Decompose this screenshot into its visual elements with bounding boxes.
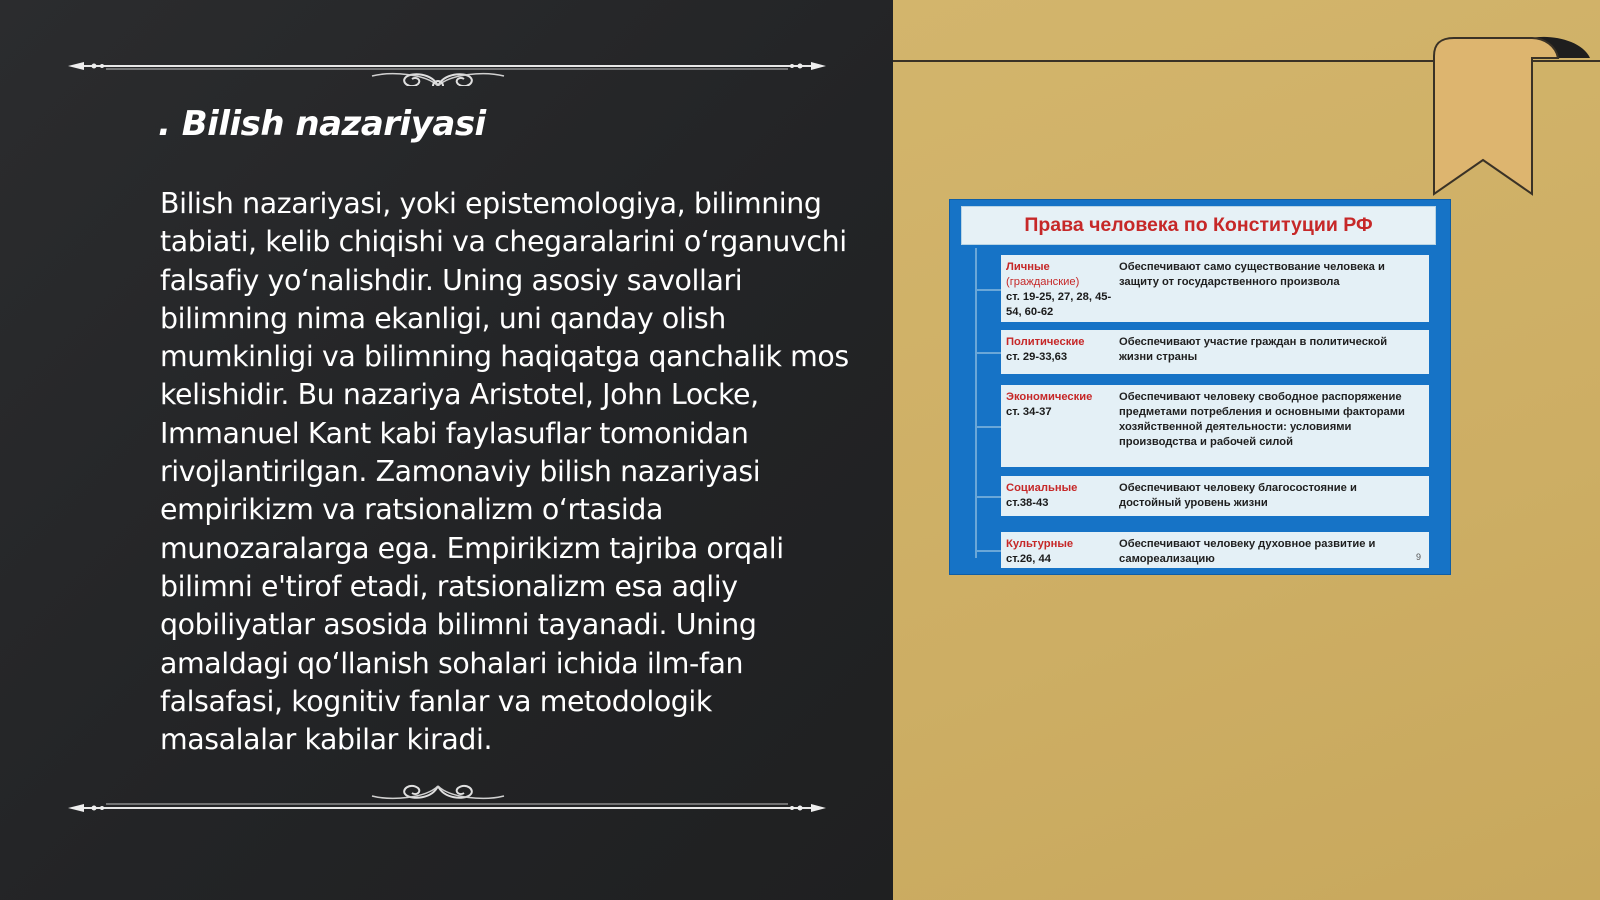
category-name: Социальные bbox=[1006, 482, 1078, 494]
figure-row-description: Обеспечивают человеку благосостояние и достойный уровень жизни bbox=[1119, 482, 1357, 509]
figure-connector-branch bbox=[975, 289, 1001, 291]
figure-row-description: Обеспечивают человеку свободное распоряжение предметами потребления и основными факторами хозяйственной деятельности: условиями производства и рабочей силой bbox=[1119, 391, 1405, 448]
category-articles: ст. 29-33,63 bbox=[1006, 351, 1068, 363]
figure-row-description: Обеспечивают участие граждан в политической жизни страны bbox=[1119, 336, 1388, 363]
category-name: Экономические bbox=[1006, 391, 1093, 403]
figure-row bbox=[1001, 476, 1429, 516]
figure-row bbox=[1001, 255, 1429, 322]
figure-connector-branch bbox=[975, 352, 1001, 354]
figure-page-mark: 9 bbox=[1415, 552, 1421, 562]
category-name: Культурные bbox=[1006, 538, 1074, 550]
figure-connector-branch bbox=[975, 550, 1001, 552]
category-name: Личные bbox=[1006, 261, 1050, 273]
slide-title: . Bilish nazariyasi bbox=[158, 104, 486, 144]
category-articles: ст.38-43 bbox=[1006, 497, 1049, 509]
figure-row bbox=[1001, 330, 1429, 374]
figure-connector-branch bbox=[975, 496, 1001, 498]
figure-connector-trunk bbox=[975, 248, 977, 558]
category-articles: ст.26, 44 bbox=[1006, 553, 1051, 565]
figure-row-category bbox=[1006, 335, 1114, 365]
figure-row-description: Обеспечивают само существование человека и защиту от государственного произвола bbox=[1119, 261, 1385, 288]
category-articles: ст. 19-25, 27, 28, 45-54, 60-62 bbox=[1006, 291, 1112, 318]
figure-row bbox=[1001, 532, 1429, 568]
figure-row-category bbox=[1006, 537, 1114, 567]
figure-title: Права человека по Конституции РФ bbox=[1024, 214, 1373, 236]
ornament-divider-bottom bbox=[66, 782, 828, 822]
figure-row-category bbox=[1006, 260, 1114, 320]
figure-connector-branch bbox=[975, 426, 1001, 428]
category-name: Политические bbox=[1006, 336, 1085, 348]
figure-row bbox=[1001, 385, 1429, 467]
figure-row-category bbox=[1006, 481, 1114, 511]
slide-body-text: Bilish nazariyasi, yoki epistemologiya, bilimning tabiati, kelib chiqishi va chegaralarini o‘rganuvchi falsafiy yo‘nalishdir. Uning asosiy savollari bilimning nima ekanligi, uni qanday olish mumkinligi va bilimning haqiqatga qanchalik mos kelishidir. Bu nazariya Aristotel, John Locke, Immanuel Kant kabi faylasuflar tomonidan rivojlantirilgan. Zamonaviy bilish nazariyasi empirikizm va ratsionalizm o‘rtasida munozaralarga ega. Empirikizm tajriba orqali bilimni e'tirof etadi, ratsionalizm esa aqliy qobiliyatlar asosida bilimni tayanadi. Uning amaldagi qo‘llanish sohalari ichida ilm-fan falsafasi, kognitiv fanlar va metodologik masalalar kabilar kiradi. bbox=[160, 187, 849, 757]
figure-title-box bbox=[961, 206, 1436, 245]
figure-row-category bbox=[1006, 390, 1114, 420]
category-name-qualifier: (гражданские) bbox=[1006, 276, 1080, 288]
category-articles: ст. 34-37 bbox=[1006, 406, 1052, 418]
bookmark-ribbon-icon bbox=[1432, 36, 1600, 198]
ornament-divider-top bbox=[66, 46, 828, 86]
figure-row-description: Обеспечивают человеку духовное развитие и самореализацию bbox=[1119, 538, 1376, 565]
constitution-rights-figure bbox=[950, 200, 1450, 574]
